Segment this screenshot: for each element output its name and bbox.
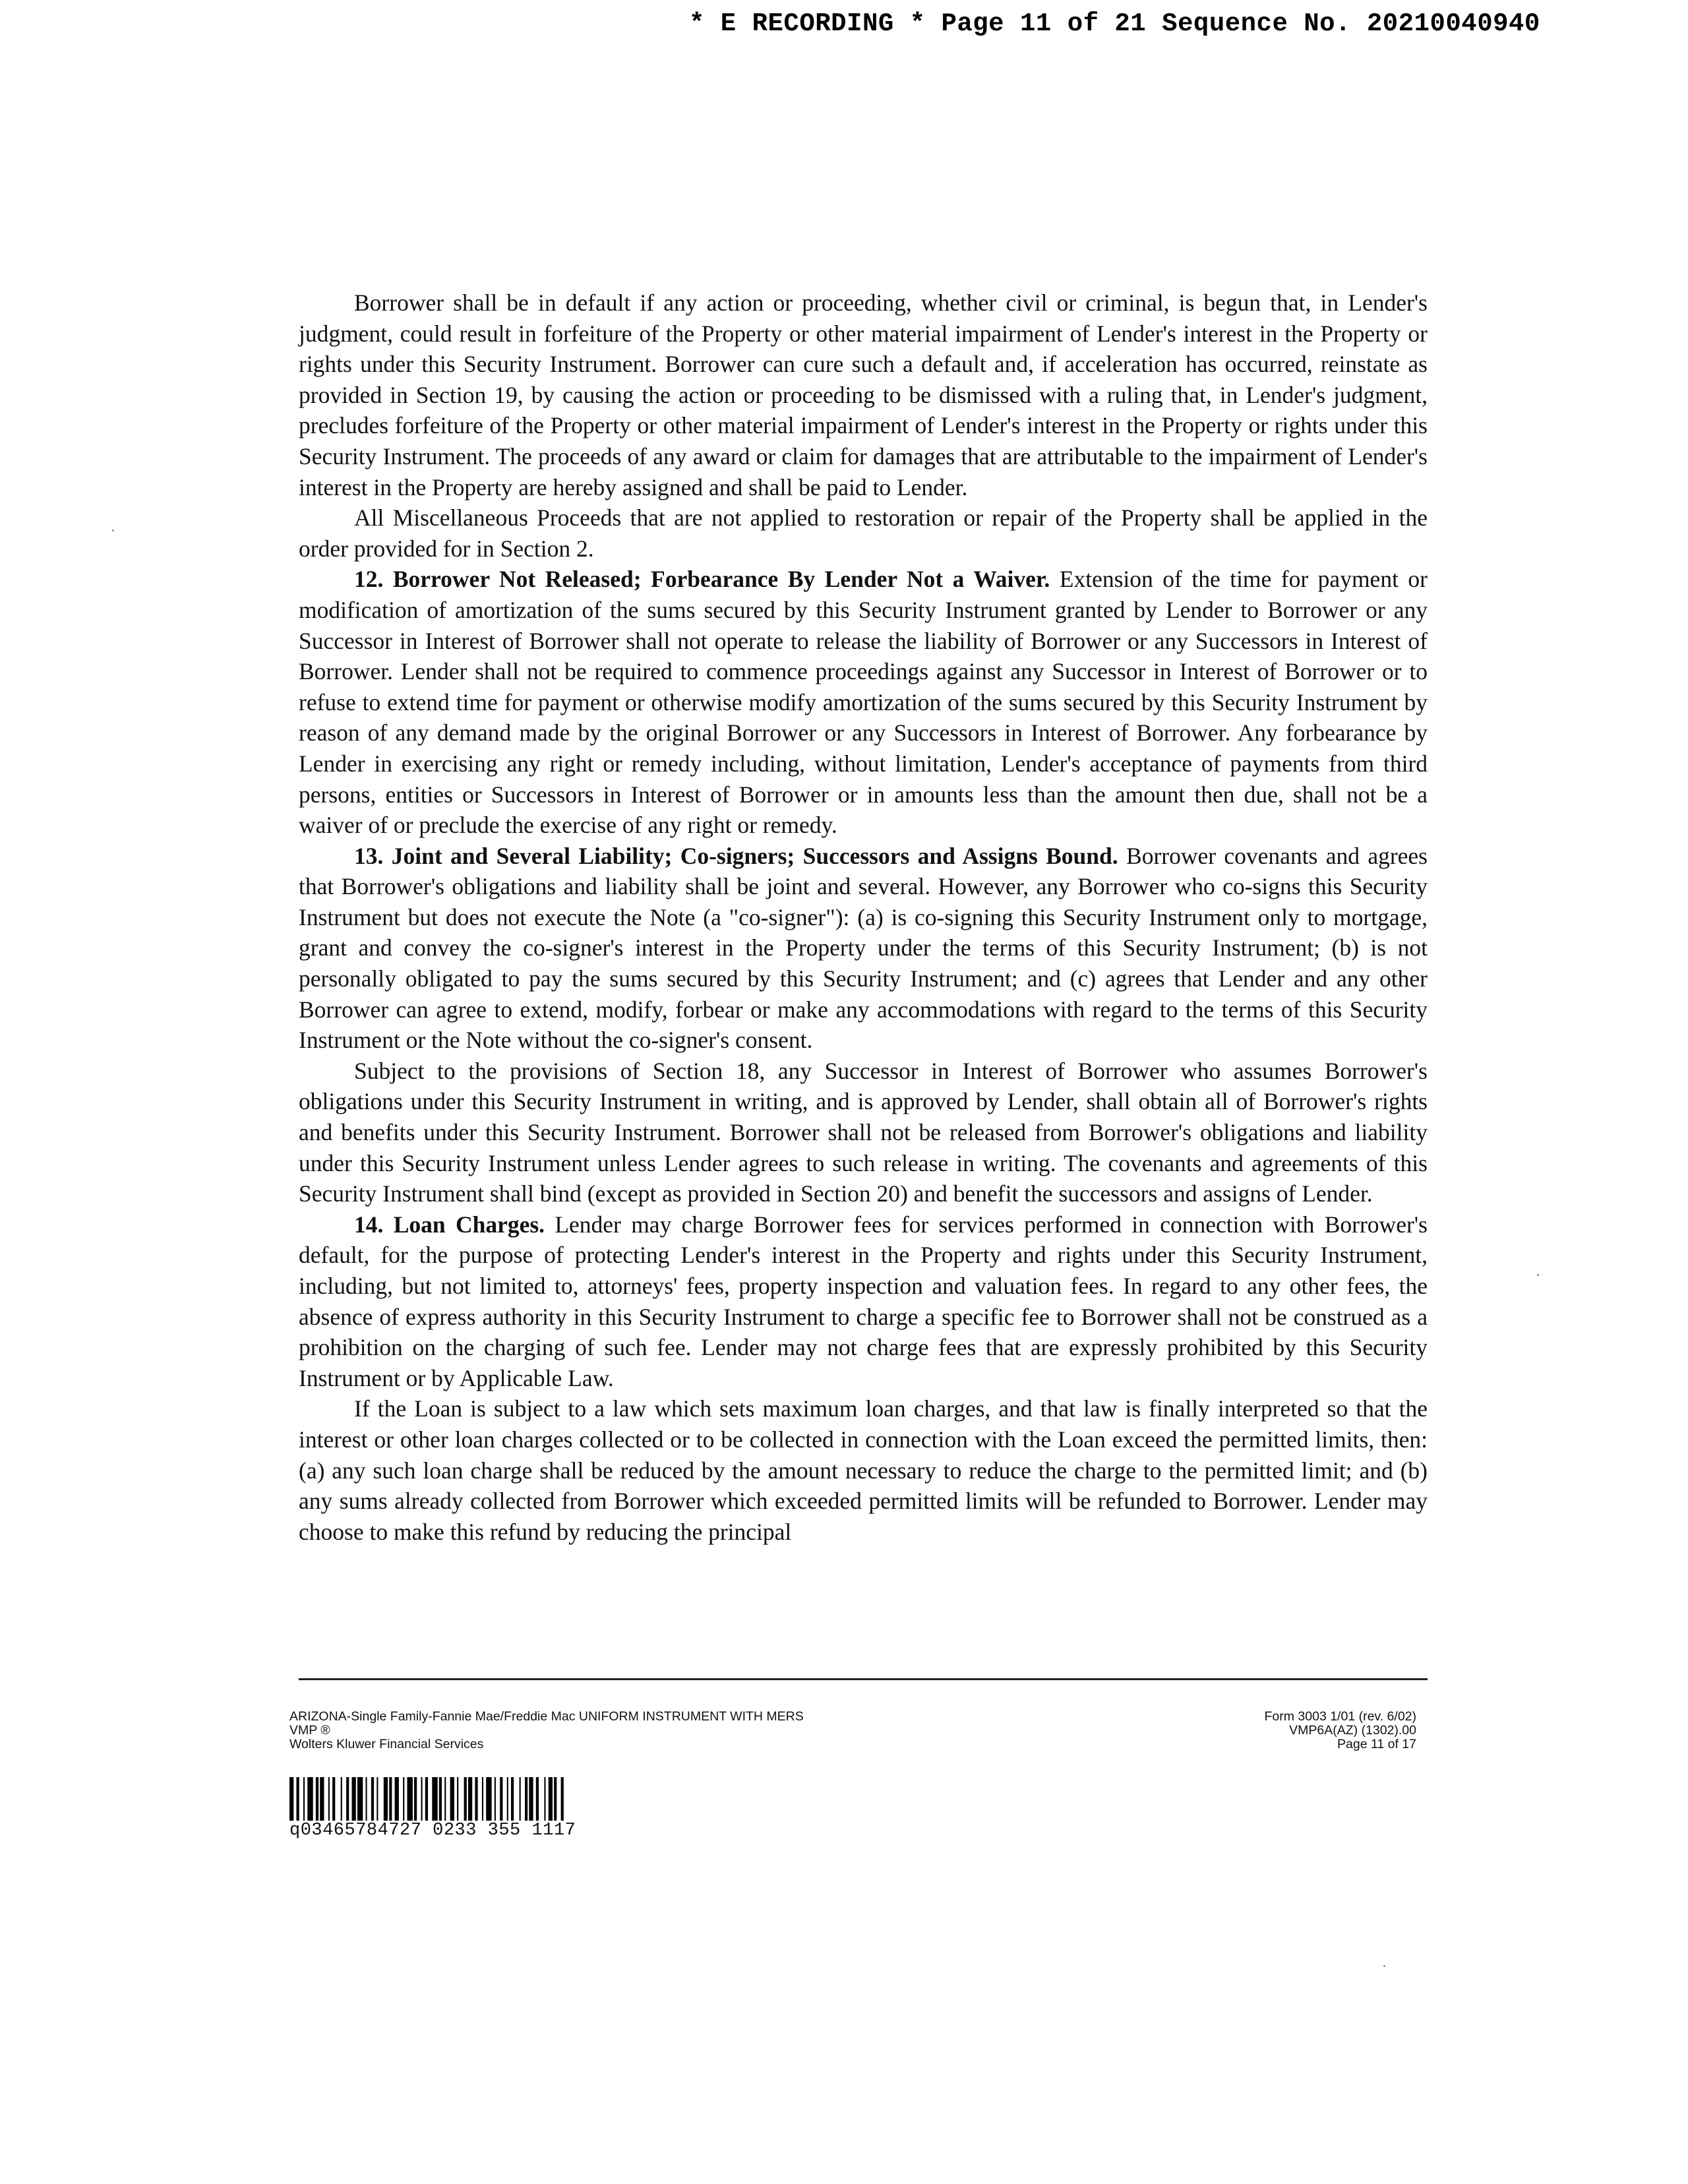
barcode-bar xyxy=(444,1777,446,1821)
section-13-joint-several-liability: 13. Joint and Several Liability; Co-signers; Successors and Assigns Bound. Borrower covenants and agrees that Borrower's obligations and liability shall be joint and several. However, any Borrower who co-signs this Security Instrument but does not execute the Note (a "co-signer"): (a) is co-signing this Security Instrument only to mortgage, grant and convey the co-signer's interest in the Property under the terms of this Security Instrument; (b) is not personally obligated to pay the sums secured by this Security Instrument; and (c) agrees that Lender and any other Borrower can agree to extend, modify, forbear or make any accommodations with regard to the terms of this Security Instrument or the Note without the co-signer's consent. xyxy=(299,842,1428,1054)
barcode-bar xyxy=(328,1777,330,1821)
barcode-bar xyxy=(507,1777,508,1821)
document-body xyxy=(299,288,1428,1547)
footer-page-number: Page 11 of 17 xyxy=(1337,1737,1416,1751)
barcode-bar xyxy=(529,1777,533,1821)
barcode-bar xyxy=(520,1777,521,1821)
paragraph-maximum-loan-charges: If the Loan is subject to a law which sets maximum loan charges, and that law is finally interpreted so that the interest or other loan charges collected or to be collected in connection with the Loan exceed the permitted limits, then: (a) any such loan charge shall be reduced by the amount necessary to reduce the charge to the permitted limit; and (b) any sums already collected from Borrower which exceeded permitted limits will be refunded to Borrower. Lender may choose to make this refund by reducing the principal xyxy=(299,1395,1428,1545)
section-12-heading: 12. Borrower Not Released; Forbearance By Lender Not a Waiver. xyxy=(354,566,1050,593)
barcode-bar xyxy=(425,1777,428,1821)
barcode-bar xyxy=(297,1777,299,1821)
barcode-bar xyxy=(332,1777,335,1821)
barcode-bar xyxy=(439,1777,442,1821)
barcode-bar xyxy=(549,1777,553,1821)
section-14-loan-charges: 14. Loan Charges. Lender may charge Borrower fees for services performed in connection with Borrower's default, for the purpose of protecting Lender's interest in the Property and rights under this Security Instrument, including, but not limited to, attorneys' fees, property inspection and valuation fees. In regard to any other fees, the absence of express authority in this Security Instrument to charge a specific fee to Borrower shall not be construed as a prohibition on the charging of such fee. Lender may not charge fees that are expressly prohibited by this Security Instrument or by Applicable Law. xyxy=(299,1211,1428,1391)
barcode-bar xyxy=(357,1777,363,1821)
barcode-bar xyxy=(468,1777,472,1821)
recording-header: * E RECORDING * Page 11 of 21 Sequence No. 20210040940 xyxy=(689,9,1540,38)
barcode-bar xyxy=(511,1777,514,1821)
footer-divider xyxy=(299,1678,1428,1680)
barcode-bar xyxy=(403,1777,404,1821)
barcode-bar xyxy=(525,1777,528,1821)
barcode-bar xyxy=(307,1777,313,1821)
barcode-bar xyxy=(457,1777,458,1821)
barcode-bar xyxy=(432,1777,437,1821)
barcode-bar xyxy=(495,1777,496,1821)
paragraph-default-forfeiture: Borrower shall be in default if any action or proceeding, whether civil or criminal, is begun that, in Lender's judgment, could result in forfeiture of the Property or other material impairment of Lender's interest in the Property or rights under this Security Instrument. Borrower can cure such a default and, if acceleration has occurred, reinstate as provided in Section 19, by causing the action or proceeding to be dismissed with a ruling that, in Lender's judgment, precludes forfeiture of the Property or other material impairment of Lender's interest in the Property or rights under this Security Instrument. The proceeds of any award or claim for damages that are attributable to the impairment of Lender's interest in the Property are hereby assigned and shall be paid to Lender. xyxy=(299,289,1428,501)
barcode-bar xyxy=(371,1777,374,1821)
footer-publisher: Wolters Kluwer Financial Services xyxy=(289,1737,484,1751)
barcode-number: q03465784727 0233 355 1117 xyxy=(289,1821,576,1840)
barcode-bar xyxy=(303,1777,305,1821)
footer-form-code: VMP6A(AZ) (1302).00 xyxy=(1289,1723,1416,1738)
footer-form-number xyxy=(1265,1710,1417,1751)
barcode-bar xyxy=(450,1777,454,1821)
barcode-bar xyxy=(366,1777,367,1821)
barcode-bar xyxy=(536,1777,539,1821)
barcode-bar xyxy=(407,1777,413,1821)
footer-form-title: ARIZONA-Single Family-Fannie Mae/Freddie Mac UNIFORM INSTRUMENT WITH MERS xyxy=(289,1709,804,1724)
barcode-bar xyxy=(352,1777,356,1821)
barcode-bar xyxy=(486,1777,491,1821)
barcode-bar xyxy=(320,1777,324,1821)
barcode-bar xyxy=(395,1777,399,1821)
scan-speck xyxy=(1383,1965,1385,1967)
barcode-bar xyxy=(377,1777,378,1821)
footer-vmp-mark: VMP ® xyxy=(289,1723,330,1738)
footer-form-revision: Form 3003 1/01 (rev. 6/02) xyxy=(1264,1709,1416,1724)
barcode-bar xyxy=(384,1777,388,1821)
section-12-borrower-not-released: 12. Borrower Not Released; Forbearance By Lender Not a Waiver. Extension of the time for payment or modification of amortization of the sums secured by this Security Instrument granted by Lender to Borrower or any Successor in Interest of Borrower shall not operate to release the liability of Borrower or any Successors in Interest of Borrower. Lender shall not be required to commence proceedings against any Successor in Interest of Borrower or to refuse to extend time for payment or otherwise modify amortization of the sums secured by this Security Instrument by reason of any demand made by the original Borrower or any Successors in Interest of Borrower. Any forbearance by Lender in exercising any right or remedy including, without limitation, Lender's acceptance of payments from third persons, entities or Successors in Interest of Borrower or in amounts less than the amount then due, shall not be a waiver of or preclude the exercise of any right or remedy. xyxy=(299,566,1428,839)
barcode-bar xyxy=(482,1777,483,1821)
footer-form-info xyxy=(289,1710,804,1751)
barcode-bar xyxy=(421,1777,423,1821)
paragraph-successors-assigns: Subject to the provisions of Section 18, any Successor in Interest of Borrower who assumes Borrower's obligations under this Security Instrument in writing, and is approved by Lender, shall obtain all of Borrower's rights and benefits under this Security Instrument. Borrower shall not be released from Borrower's obligations and liability under this Security Instrument unless Lender agrees to such release in writing. The covenants and agreements of this Security Instrument shall bind (except as provided in Section 20) and benefit the successors and assigns of Lender. xyxy=(299,1057,1428,1207)
paragraph-miscellaneous-proceeds: All Miscellaneous Proceeds that are not applied to restoration or repair of the Property shall be applied in the order provided for in Section 2. xyxy=(299,504,1428,562)
barcode-bar xyxy=(414,1777,417,1821)
section-14-heading: 14. Loan Charges. xyxy=(354,1211,545,1238)
section-13-heading: 13. Joint and Several Liability; Co-signers; Successors and Assigns Bound. xyxy=(354,842,1118,869)
scan-speck xyxy=(1537,1274,1539,1276)
barcode-bar xyxy=(346,1777,349,1821)
barcode-bar xyxy=(554,1777,557,1821)
barcode-bar xyxy=(389,1777,392,1821)
scan-speck xyxy=(112,530,114,531)
barcode-bar xyxy=(341,1777,342,1821)
barcode-bar xyxy=(289,1777,293,1821)
barcode-bar xyxy=(561,1777,564,1821)
barcode-bar xyxy=(316,1777,318,1821)
barcode-bar xyxy=(500,1777,502,1821)
barcode xyxy=(289,1777,731,1821)
barcode-bar xyxy=(475,1777,477,1821)
barcode-bar xyxy=(544,1777,545,1821)
barcode-bar xyxy=(464,1777,467,1821)
